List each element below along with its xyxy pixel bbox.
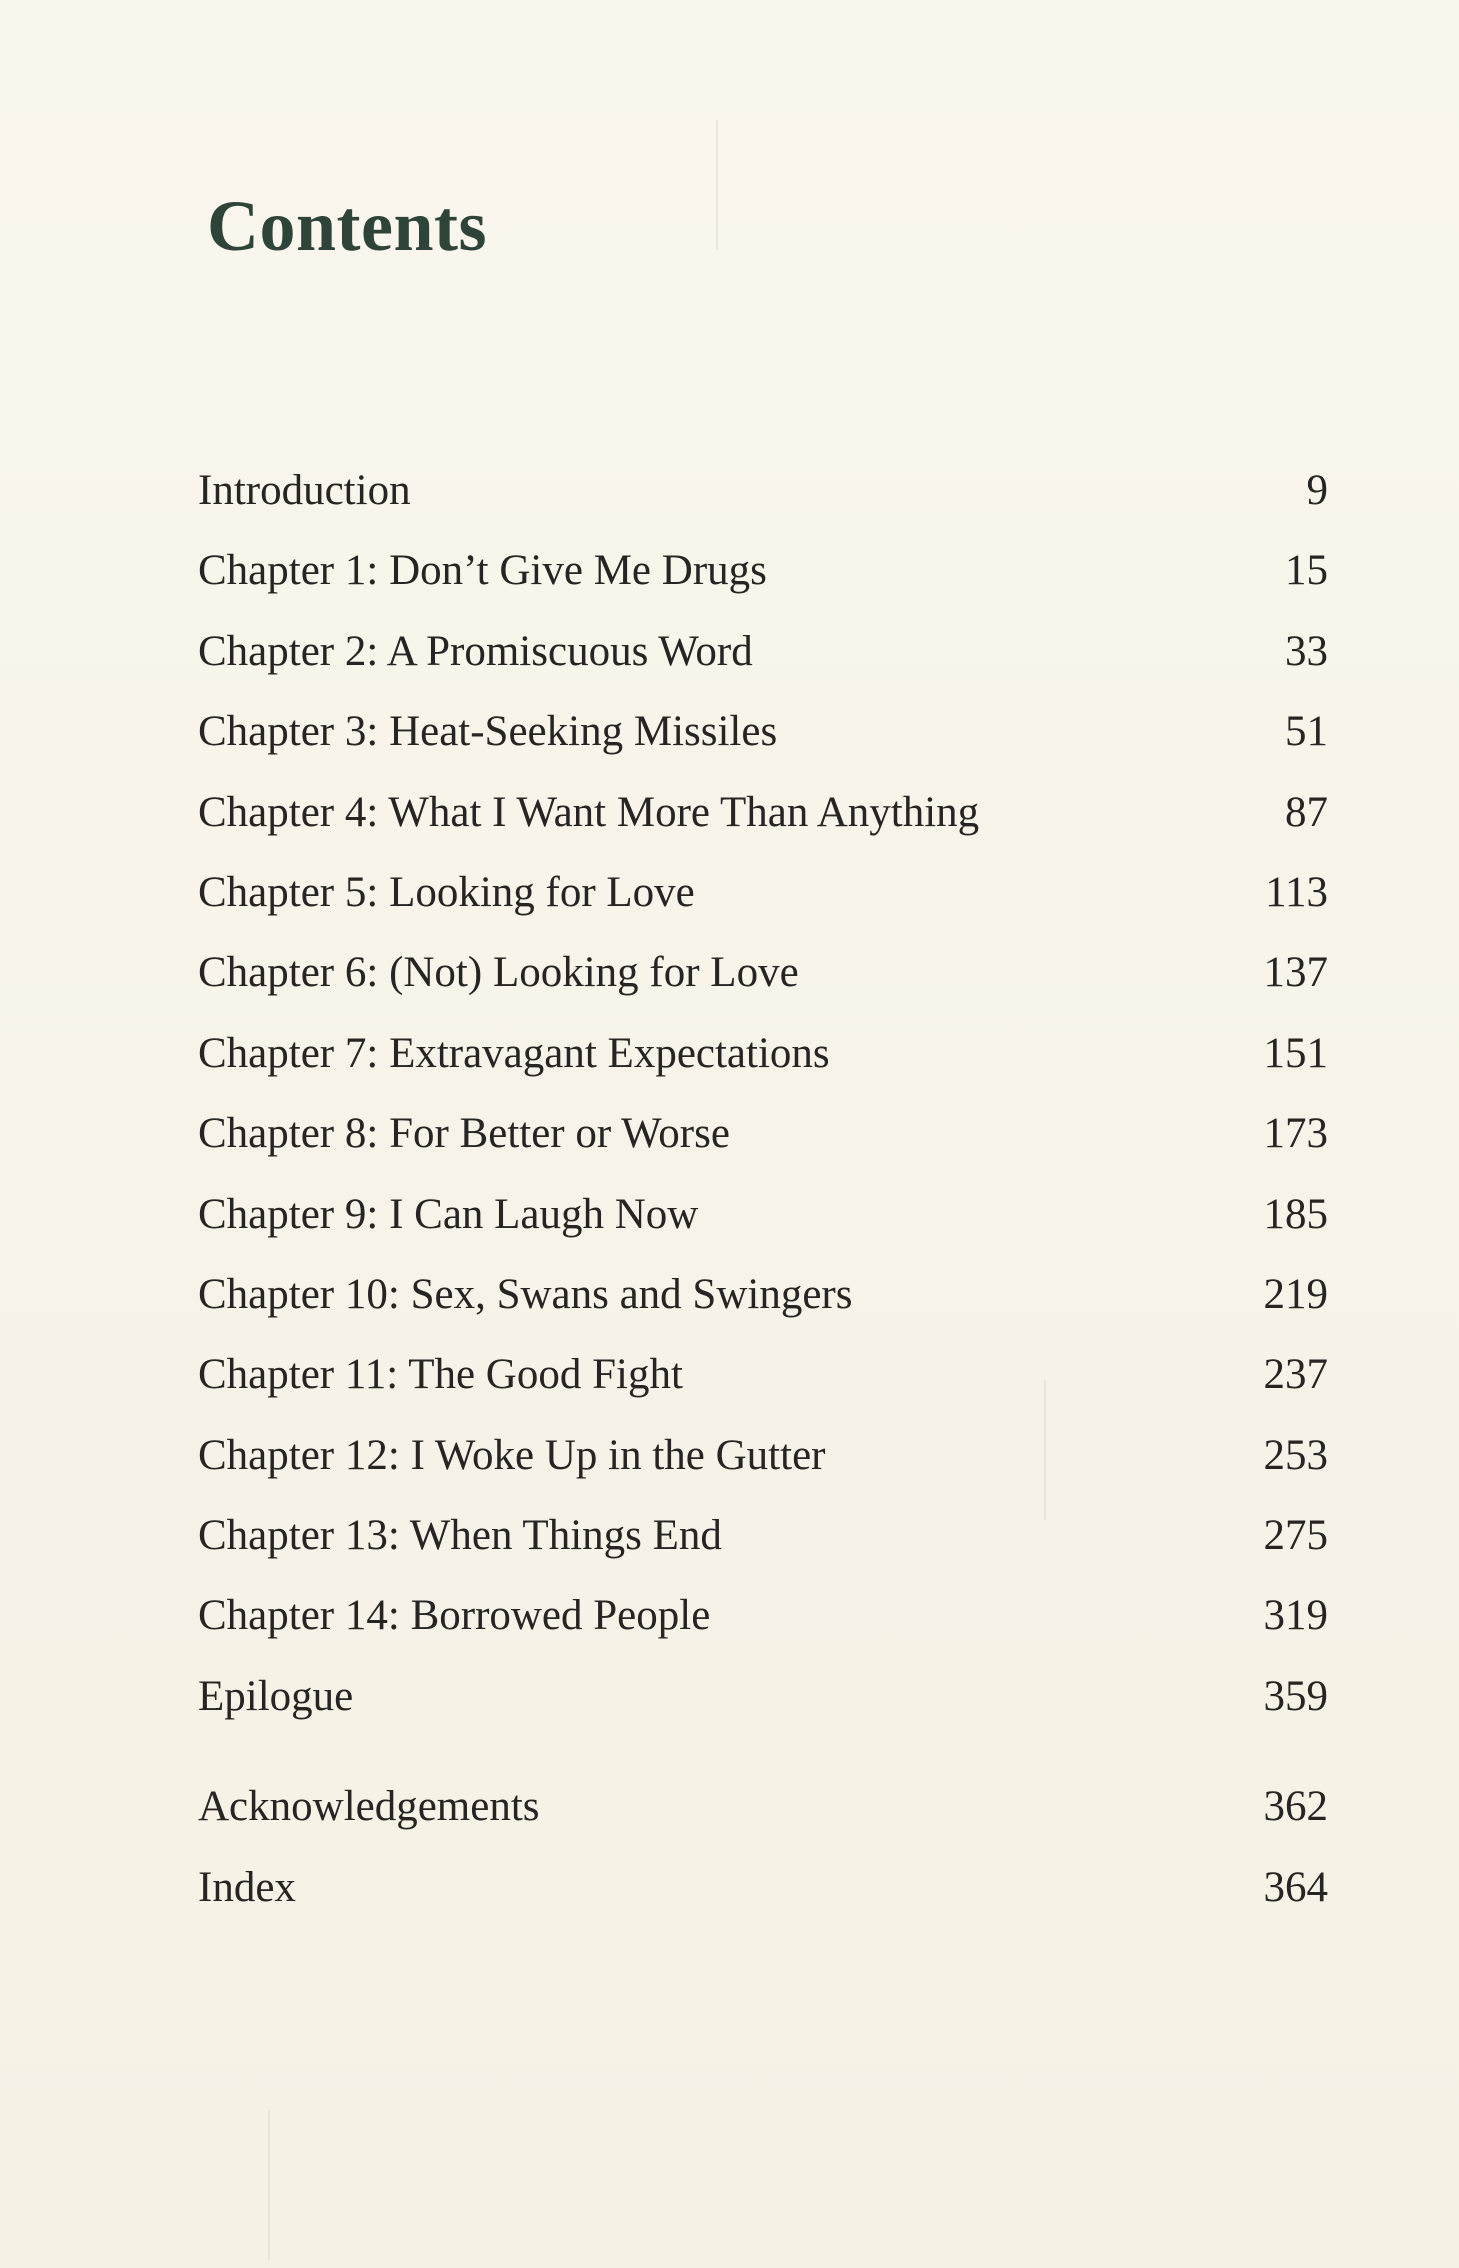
- paper-crease: [268, 2110, 270, 2260]
- toc-entry-chapter-5[interactable]: [198, 868, 1328, 948]
- toc-entry-chapter-11[interactable]: [198, 1350, 1328, 1430]
- toc-entry-chapter-10[interactable]: [198, 1270, 1328, 1350]
- toc-entry-chapter-3[interactable]: [198, 707, 1328, 787]
- entry-title: Chapter 7: Extravagant Expectations: [198, 1029, 830, 1077]
- entry-title: Chapter 2: A Promiscuous Word: [198, 627, 753, 675]
- entry-title: Chapter 6: (Not) Looking for Love: [198, 949, 799, 997]
- entry-title: Index: [198, 1863, 296, 1911]
- entry-title: Chapter 13: When Things End: [198, 1512, 722, 1560]
- entry-title: Chapter 11: The Good Fight: [198, 1351, 683, 1399]
- entry-page-number: 113: [1265, 868, 1328, 916]
- toc-entry-chapter-4[interactable]: [198, 788, 1328, 868]
- entry-title: Epilogue: [198, 1672, 354, 1720]
- entry-page-number: 237: [1263, 1351, 1328, 1399]
- entry-page-number: 219: [1263, 1270, 1328, 1318]
- entry-page-number: 51: [1285, 708, 1328, 756]
- toc-entry-chapter-2[interactable]: [198, 627, 1328, 707]
- entry-page-number: 362: [1263, 1783, 1328, 1831]
- entry-title: Acknowledgements: [198, 1783, 540, 1831]
- entry-page-number: 173: [1263, 1110, 1328, 1158]
- entry-page-number: 359: [1263, 1672, 1328, 1720]
- toc-entry-chapter-13[interactable]: [198, 1511, 1328, 1591]
- entry-page-number: 275: [1263, 1512, 1328, 1560]
- toc-entry-acknowledgements[interactable]: [198, 1782, 1328, 1862]
- entry-page-number: 9: [1306, 467, 1328, 514]
- entry-title: Chapter 14: Borrowed People: [198, 1592, 711, 1640]
- toc-entry-chapter-14[interactable]: [198, 1591, 1328, 1671]
- toc-entry-chapter-9[interactable]: [198, 1190, 1328, 1270]
- paper-crease: [716, 120, 718, 250]
- toc-entry-introduction[interactable]: [198, 466, 1328, 546]
- entry-title: Chapter 12: I Woke Up in the Gutter: [198, 1431, 826, 1479]
- entry-page-number: 319: [1263, 1592, 1328, 1640]
- toc-entry-chapter-1[interactable]: [198, 546, 1328, 626]
- toc-entry-index[interactable]: [198, 1863, 1328, 1943]
- entry-title: Chapter 10: Sex, Swans and Swingers: [198, 1270, 853, 1318]
- entry-page-number: 87: [1285, 788, 1328, 836]
- entry-page-number: 137: [1263, 949, 1328, 997]
- toc-entry-epilogue[interactable]: [198, 1672, 1328, 1752]
- toc-entry-chapter-12[interactable]: [198, 1431, 1328, 1511]
- entry-page-number: 364: [1263, 1863, 1328, 1911]
- entry-page-number: 151: [1263, 1029, 1328, 1077]
- entry-title: Chapter 8: For Better or Worse: [198, 1110, 730, 1158]
- page-title: Contents: [207, 186, 488, 266]
- entry-title: Chapter 9: I Can Laugh Now: [198, 1190, 699, 1238]
- table-of-contents: [198, 466, 1328, 1943]
- entry-page-number: 185: [1263, 1190, 1328, 1238]
- entry-page-number: 33: [1285, 627, 1328, 675]
- entry-page-number: 253: [1263, 1431, 1328, 1479]
- toc-entry-chapter-8[interactable]: [198, 1109, 1328, 1189]
- entry-title: Chapter 1: Don’t Give Me Drugs: [198, 547, 767, 595]
- toc-entry-chapter-7[interactable]: [198, 1029, 1328, 1109]
- entry-title: Chapter 4: What I Want More Than Anything: [198, 788, 980, 836]
- toc-entry-chapter-6[interactable]: [198, 948, 1328, 1028]
- entry-title: Chapter 3: Heat-Seeking Missiles: [198, 708, 778, 756]
- entry-page-number: 15: [1285, 547, 1328, 595]
- entry-title: Chapter 5: Looking for Love: [198, 868, 695, 916]
- entry-title: Introduction: [198, 467, 411, 514]
